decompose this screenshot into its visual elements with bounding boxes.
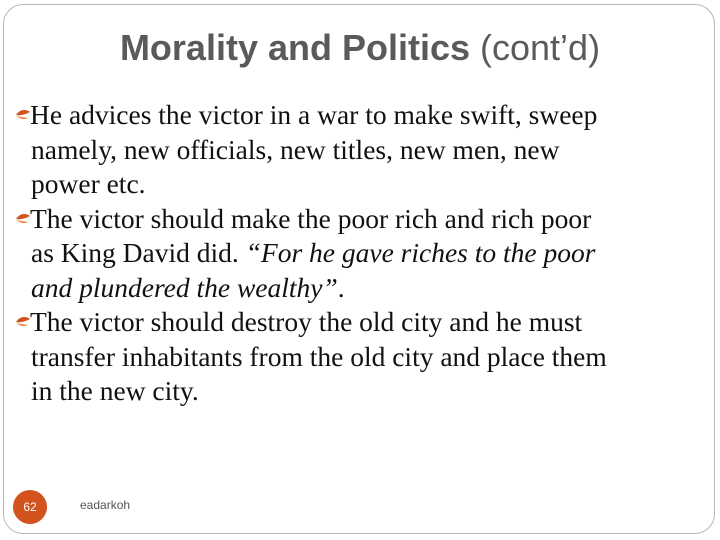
orange-leaf-bullet-icon <box>14 210 32 228</box>
slide-body <box>16 98 706 409</box>
footer-author: eadarkoh <box>80 498 131 512</box>
slide-number: 62 <box>23 500 37 514</box>
bullet-item <box>16 98 706 202</box>
bullet-text-line: He advices the victor in a war to make swift, sweep <box>30 99 598 130</box>
bullet-quote: “For he gave riches to the poor <box>245 237 596 268</box>
bullet-item <box>16 305 706 409</box>
bullet-text-line: namely, new officials, new titles, new men, new <box>31 133 560 165</box>
orange-leaf-bullet-icon <box>14 106 32 124</box>
slide-title-suffix: (cont’d) <box>470 27 601 68</box>
bullet-text-line <box>30 236 706 271</box>
slide-title <box>0 26 720 70</box>
slide-title-bold: Morality and Politics <box>119 27 471 68</box>
bullet-text-line: The victor should destroy the old city and he must <box>30 306 583 337</box>
bullet-text-line <box>30 271 706 306</box>
bullet-text-segment: as King David did. <box>31 237 246 268</box>
bullet-text-line: in the new city. <box>31 375 199 406</box>
bullet-quote-end: . <box>337 271 345 303</box>
slide-number-badge <box>13 490 47 524</box>
bullet-item <box>16 202 706 306</box>
bullet-quote-continued: and plundered the wealthy” <box>31 271 338 303</box>
bullet-text-line: The victor should make the poor rich and rich poor <box>30 202 592 234</box>
bullet-text-line: transfer inhabitants from the old city and place them <box>31 340 607 372</box>
orange-leaf-bullet-icon <box>14 313 32 331</box>
bullet-text-line: power etc. <box>31 168 146 199</box>
